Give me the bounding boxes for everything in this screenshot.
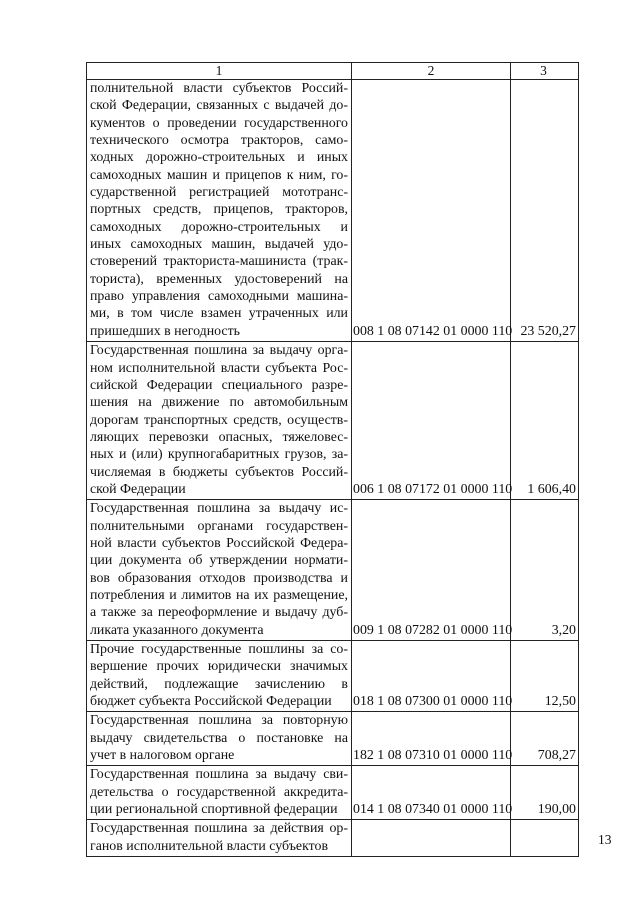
budget-code: 006 1 08 07172 01 0000 110 <box>352 342 511 500</box>
budget-table <box>86 62 579 857</box>
amount <box>511 820 579 857</box>
description-line: вов образования отходов производства и <box>90 570 348 586</box>
description-line: Государственная пошлина за выдачу орга- <box>90 343 348 359</box>
header-col-2: 2 <box>352 63 511 80</box>
table-row <box>87 500 579 641</box>
amount: 708,27 <box>511 712 579 766</box>
description-line: ции документа об утверждении нормати- <box>90 553 348 569</box>
description-line: а также за переоформление и выдачу дуб- <box>90 605 348 621</box>
description-line: ходных дорожно-строительных и иных <box>90 150 348 166</box>
revenue-description <box>87 80 352 342</box>
description-line: ториста), временных удостоверений на <box>90 271 348 287</box>
amount: 190,00 <box>511 766 579 820</box>
description-line: ганов исполнительной власти субъектов <box>90 838 329 854</box>
revenue-description <box>87 712 352 766</box>
description-line: вершение прочих юридически значимых <box>90 659 348 675</box>
description-line: ми, в том числе взамен утраченных или <box>90 306 348 322</box>
header-col-3: 3 <box>511 63 579 80</box>
table-row <box>87 712 579 766</box>
description-line: ляющих перевозки опасных, тяжеловес- <box>90 429 348 445</box>
description-line: ном исполнительной власти субъекта Рос- <box>90 360 348 376</box>
revenue-description <box>87 342 352 500</box>
header-col-1: 1 <box>87 63 352 80</box>
table-row <box>87 820 579 857</box>
budget-code: 008 1 08 07142 01 0000 110 <box>352 80 511 342</box>
description-line: выдачу свидетельства о постановке на <box>90 730 348 746</box>
description-line: ных и (или) крупногабаритных грузов, за- <box>90 447 348 463</box>
description-line: право управления самоходными машина- <box>90 289 348 305</box>
description-line: Государственная пошлина за выдачу ис- <box>90 501 348 517</box>
amount: 23 520,27 <box>511 80 579 342</box>
description-line: числяемая в бюджеты субъектов Россий- <box>90 464 348 480</box>
budget-code: 018 1 08 07300 01 0000 110 <box>352 641 511 712</box>
description-line: дорогам транспортных средств, осуществ- <box>90 412 348 428</box>
description-line: Прочие государственные пошлины за со- <box>90 642 348 657</box>
description-line: технического осмотра тракторов, само- <box>90 133 348 149</box>
budget-code <box>352 820 511 857</box>
description-line: кументов о проведении государственного <box>90 115 348 131</box>
revenue-description <box>87 500 352 641</box>
header-row <box>87 63 579 80</box>
description-line: бюджет субъекта Российской Федерации <box>90 694 332 710</box>
revenue-description <box>87 766 352 820</box>
table-row <box>87 342 579 500</box>
description-line: полнительной власти субъектов Россий- <box>90 81 348 96</box>
description-line: детельства о государственной аккредита- <box>90 784 348 800</box>
description-line: шения на движение по автомобильным <box>90 395 348 411</box>
table-row <box>87 641 579 712</box>
description-line: полнительными органами государствен- <box>90 518 348 534</box>
description-line: Государственная пошлина за повторную <box>90 713 348 729</box>
table-row <box>87 80 579 342</box>
description-line: ции региональной спортивной федерации <box>90 802 338 818</box>
amount: 1 606,40 <box>511 342 579 500</box>
description-line: самоходных машин и прицепов к ним, го- <box>90 167 348 183</box>
amount: 12,50 <box>511 641 579 712</box>
page-number: 13 <box>598 832 612 847</box>
description-line: действий, подлежащие зачислению в <box>90 676 348 692</box>
description-line: потребления и лимитов на их размещение, <box>90 587 348 603</box>
amount: 3,20 <box>511 500 579 641</box>
description-line: Государственная пошлина за выдачу сви- <box>90 767 348 783</box>
budget-code: 182 1 08 07310 01 0000 110 <box>352 712 511 766</box>
budget-code: 014 1 08 07340 01 0000 110 <box>352 766 511 820</box>
description-line: пришедших в негодность <box>90 323 240 339</box>
description-line: Государственная пошлина за действия ор- <box>90 821 348 837</box>
description-line: самоходных дорожно-строительных и <box>90 219 348 235</box>
budget-code: 009 1 08 07282 01 0000 110 <box>352 500 511 641</box>
description-line: стоверений тракториста-машиниста (трак- <box>90 254 348 270</box>
table-row <box>87 766 579 820</box>
description-line: сударственной регистрацией мототранс- <box>90 185 348 201</box>
description-line: учет в налоговом органе <box>90 748 235 764</box>
description-line: ской Федерации <box>90 481 186 497</box>
revenue-description <box>87 641 352 712</box>
description-line: ной власти субъектов Российской Федера- <box>90 535 348 551</box>
description-line: портных средств, прицепов, тракторов, <box>90 202 348 218</box>
revenue-description <box>87 820 352 857</box>
description-line: сийской Федерации специального разре- <box>90 377 348 393</box>
description-line: ликата указанного документа <box>90 622 264 638</box>
description-line: ской Федерации, связанных с выдачей до- <box>90 98 348 114</box>
description-line: иных самоходных машин, выдачей удо- <box>90 237 348 253</box>
